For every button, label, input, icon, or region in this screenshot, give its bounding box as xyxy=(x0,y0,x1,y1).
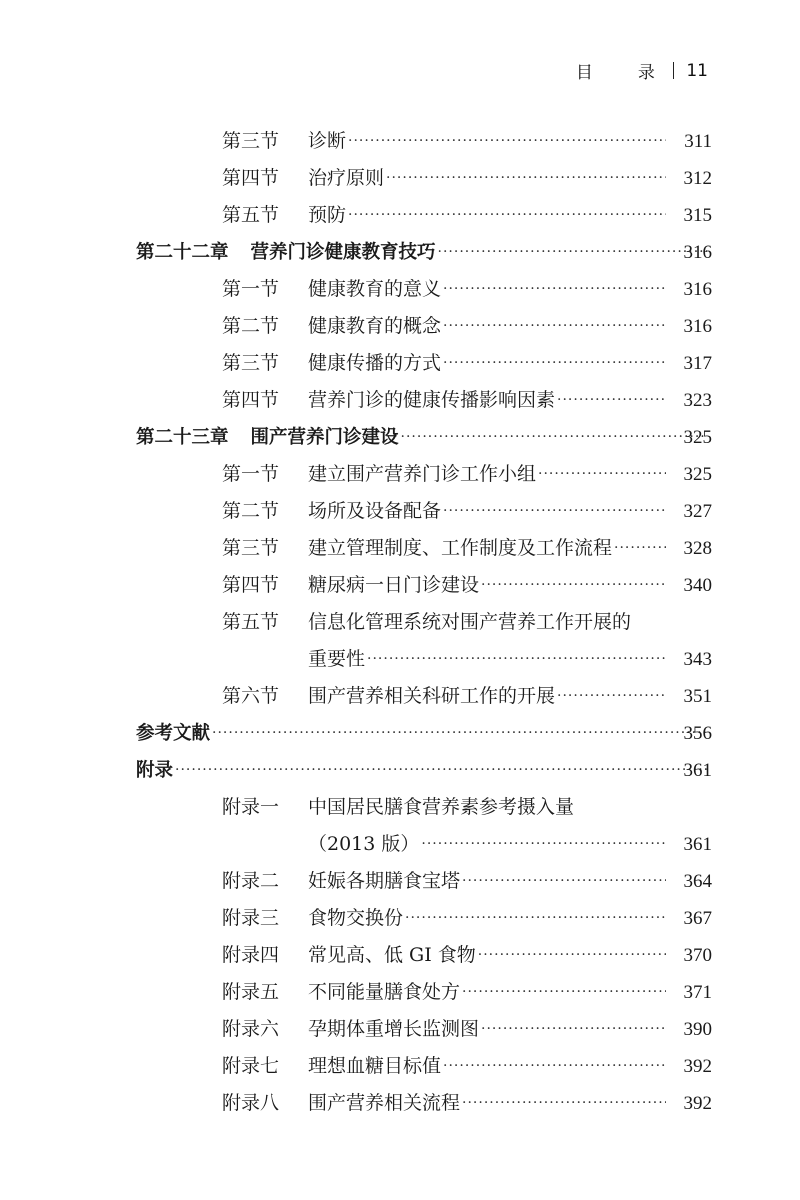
entry-title: 不同能量膳食处方 xyxy=(308,981,461,1003)
entry-title: 建立管理制度、工作制度及工作流程 xyxy=(308,537,613,559)
page-number: 364 xyxy=(683,871,712,892)
section-label: 第五节 xyxy=(222,611,280,633)
toc-entry xyxy=(0,678,800,715)
section-label: 第四节 xyxy=(222,167,280,189)
entry-title: 围产营养相关流程 xyxy=(308,1092,461,1114)
entry-title: 健康教育的意义 xyxy=(308,278,442,300)
page-number: 392 xyxy=(683,1093,712,1114)
page-number: 340 xyxy=(683,575,712,596)
toc-entry xyxy=(0,863,800,900)
toc-entry xyxy=(0,123,800,160)
toc-entry xyxy=(0,1048,800,1085)
section-label: 第五节 xyxy=(222,204,280,226)
page-number: 371 xyxy=(683,982,712,1003)
entry-title: 重要性 xyxy=(308,648,366,670)
entry-title: 信息化管理系统对围产营养工作开展的 xyxy=(308,611,632,633)
page-number: 361 xyxy=(683,834,712,855)
page-number: 317 xyxy=(683,353,712,374)
entry-title: 糖尿病一日门诊建设 xyxy=(308,574,480,596)
entry-title: 中国居民膳食营养素参考摄入量 xyxy=(308,796,575,818)
page-number: 325 xyxy=(683,427,712,448)
entry-title: 参考文献 xyxy=(136,723,211,744)
entry-title: 建立围产营养门诊工作小组 xyxy=(308,463,537,485)
page-number: 356 xyxy=(683,723,712,744)
section-label: 附录四 xyxy=(222,944,280,966)
toc-top-entry xyxy=(0,752,800,789)
page-number: 328 xyxy=(683,538,712,559)
entry-title: 健康教育的概念 xyxy=(308,315,442,337)
section-label: 第四节 xyxy=(222,574,280,596)
toc-chapter-entry xyxy=(0,234,800,271)
toc-entry xyxy=(0,1085,800,1122)
section-label: 附录一 xyxy=(222,796,280,818)
chapter-title: 营养门诊健康教育技巧 xyxy=(250,242,436,263)
section-label: 附录八 xyxy=(222,1092,280,1114)
header-divider xyxy=(673,62,675,79)
section-label: 第四节 xyxy=(222,389,280,411)
page-number: 315 xyxy=(683,205,712,226)
entry-title: 治疗原则 xyxy=(308,167,385,189)
entry-title: 附录 xyxy=(136,760,174,781)
toc-entry-continuation xyxy=(0,826,800,863)
page-number: 343 xyxy=(683,649,712,670)
entry-title: 妊娠各期膳食宝塔 xyxy=(308,870,461,892)
toc-entry xyxy=(0,308,800,345)
section-label: 第六节 xyxy=(222,685,280,707)
section-label: 第三节 xyxy=(222,537,280,559)
entry-title: 诊断 xyxy=(308,130,347,152)
toc-entry xyxy=(0,530,800,567)
entry-title: 食物交换份 xyxy=(308,907,404,929)
toc-entry xyxy=(0,382,800,419)
entry-title: 健康传播的方式 xyxy=(308,352,442,374)
header-page-number: 11 xyxy=(686,60,708,81)
page-number: 351 xyxy=(683,686,712,707)
toc-entry-continuation xyxy=(0,641,800,678)
chapter-label: 第二十三章 xyxy=(136,427,229,448)
chapter-title: 围产营养门诊建设 xyxy=(250,427,399,448)
section-label: 第三节 xyxy=(222,352,280,374)
section-label: 第二节 xyxy=(222,500,280,522)
toc-chapter-entry xyxy=(0,419,800,456)
toc-top-entry xyxy=(0,715,800,752)
toc-entry xyxy=(0,789,800,826)
entry-title: 孕期体重增长监测图 xyxy=(308,1018,480,1040)
toc-entry xyxy=(0,567,800,604)
page-number: 327 xyxy=(683,501,712,522)
page-number: 367 xyxy=(683,908,712,929)
section-label: 第二节 xyxy=(222,315,280,337)
page-number: 311 xyxy=(684,131,712,152)
running-header xyxy=(576,58,708,83)
entry-title: 预防 xyxy=(308,204,347,226)
section-label: 第一节 xyxy=(222,463,280,485)
page-number: 316 xyxy=(683,316,712,337)
section-label: 附录六 xyxy=(222,1018,280,1040)
section-label: 第三节 xyxy=(222,130,280,152)
page-number: 361 xyxy=(683,760,712,781)
entry-title: 围产营养相关科研工作的开展 xyxy=(308,685,556,707)
section-label: 附录七 xyxy=(222,1055,280,1077)
toc-entry xyxy=(0,604,800,641)
header-title: 目 录 xyxy=(575,63,669,83)
toc-entry xyxy=(0,493,800,530)
entry-title: 场所及设备配备 xyxy=(308,500,442,522)
page-number: 325 xyxy=(683,464,712,485)
entry-title: （2013 版） xyxy=(308,833,420,855)
page-number: 323 xyxy=(683,390,712,411)
page-number: 312 xyxy=(683,168,712,189)
toc-entry xyxy=(0,271,800,308)
toc-entry xyxy=(0,974,800,1011)
page-number: 316 xyxy=(683,279,712,300)
page-number: 370 xyxy=(683,945,712,966)
toc-entry xyxy=(0,345,800,382)
toc-entry xyxy=(0,900,800,937)
section-label: 附录三 xyxy=(222,907,280,929)
toc-entry xyxy=(0,1011,800,1048)
page-number: 392 xyxy=(683,1056,712,1077)
toc-entry xyxy=(0,937,800,974)
entry-title: 常见高、低 GI 食物 xyxy=(308,944,476,966)
entry-title: 理想血糖目标值 xyxy=(308,1055,442,1077)
toc-entry xyxy=(0,456,800,493)
entry-title: 营养门诊的健康传播影响因素 xyxy=(308,389,556,411)
chapter-label: 第二十二章 xyxy=(136,242,229,263)
section-label: 第一节 xyxy=(222,278,280,300)
section-label: 附录二 xyxy=(222,870,280,892)
page-number: 390 xyxy=(683,1019,712,1040)
table-of-contents xyxy=(0,123,800,1122)
section-label: 附录五 xyxy=(222,981,280,1003)
toc-entry xyxy=(0,160,800,197)
toc-entry xyxy=(0,197,800,234)
page-number: 316 xyxy=(683,242,712,263)
